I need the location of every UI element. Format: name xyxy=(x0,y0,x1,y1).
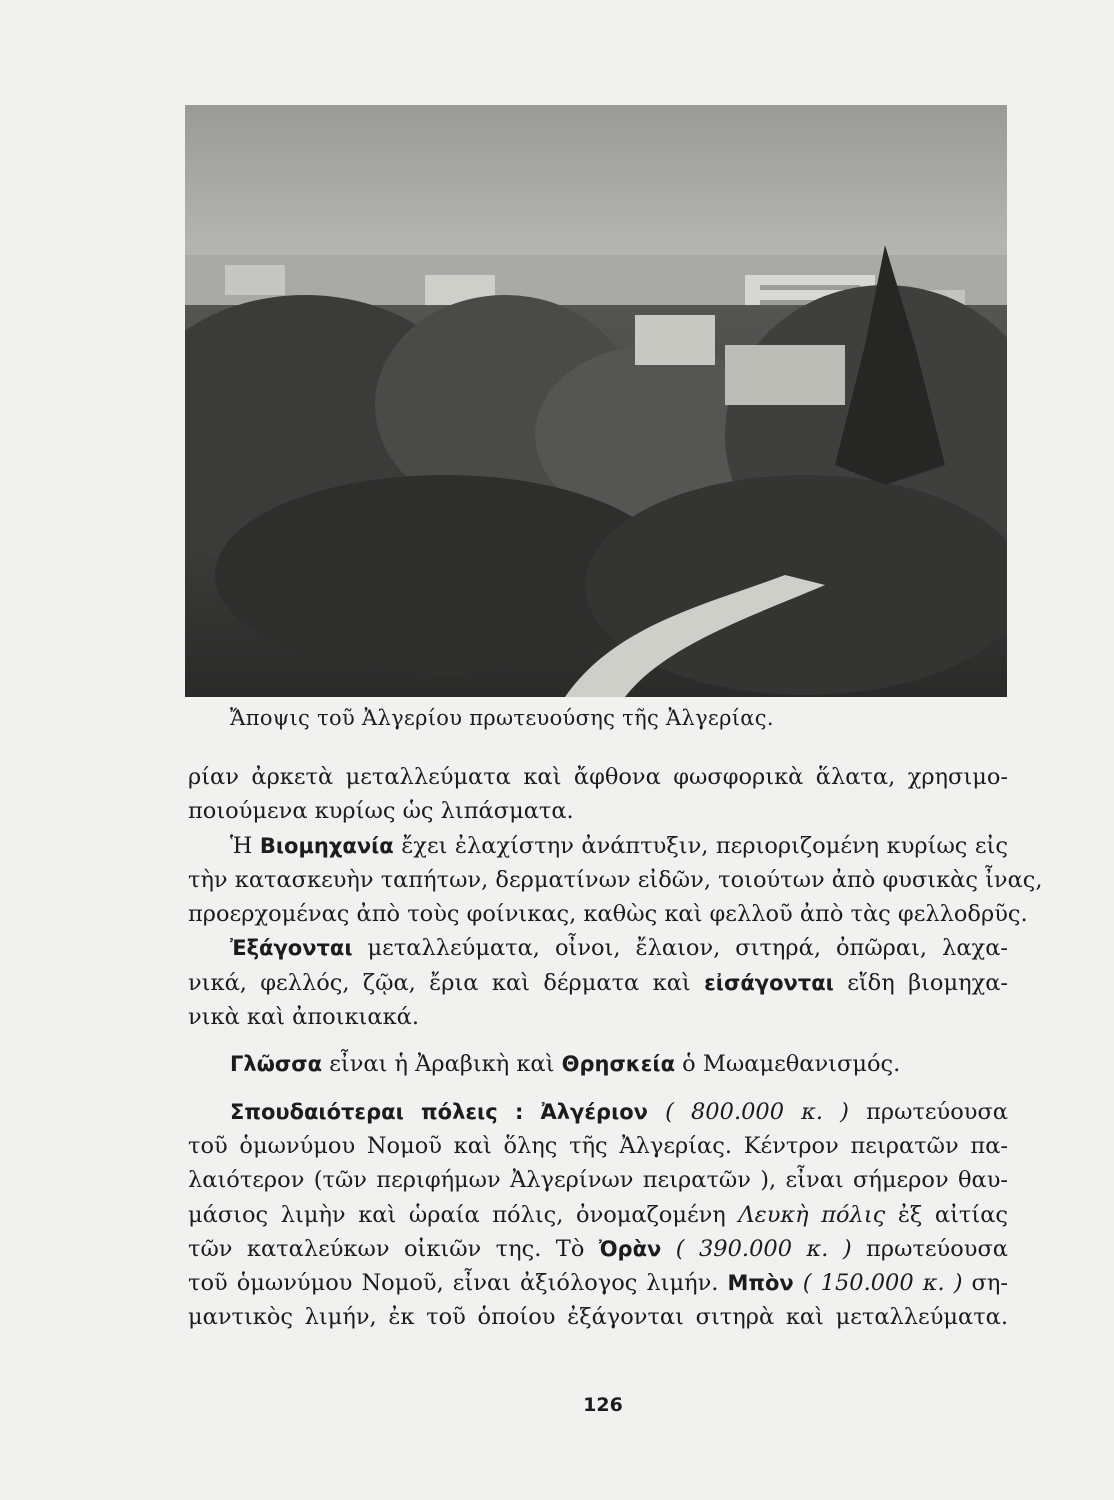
text-run: ὁ Μωαμεθανισμός. xyxy=(675,1051,901,1078)
text-run: ἐξ αἰτίας xyxy=(885,1201,1008,1228)
population-algiers: ( 800.000 κ. ) xyxy=(647,1098,867,1125)
text-line xyxy=(188,1198,1008,1232)
city-oran: Ὀρὰν xyxy=(598,1236,662,1261)
text-run: ση- xyxy=(971,1270,1008,1297)
population-bone: ( 150.000 κ. ) xyxy=(793,1270,972,1297)
text-run: ἔχει ἐλαχίστην ἀνάπτυξιν, περιοριζομένη κυρίως εἰς xyxy=(393,832,1008,859)
text-run: πρωτεύουσα xyxy=(866,1235,1008,1262)
city-view-photo xyxy=(185,105,1007,697)
text-run: Ἡ xyxy=(230,832,260,859)
term-language: Γλῶσσα xyxy=(230,1052,323,1077)
text-line xyxy=(188,1266,1008,1300)
text-line xyxy=(188,931,1008,965)
body-text xyxy=(188,760,1043,1335)
text-run: εἴδη βιομηχα- xyxy=(833,969,1008,996)
text-run: νικά, φελλός, ζῷα, ἔρια καὶ δέρματα καὶ xyxy=(188,969,705,996)
text-run: τοῦ ὁμωνύμου Νομοῦ, εἶναι ἀξιόλογος λιμήν. xyxy=(188,1270,728,1297)
text-line: ποιούμενα κυρίως ὡς λιπάσματα. xyxy=(188,798,574,825)
text-run: μεταλλεύματα, οἶνοι, ἔλαιον, σιτηρά, ὀπῶραι, λαχα- xyxy=(352,935,1008,962)
text-line xyxy=(188,829,1008,863)
nickname-white-city: Λευκὴ πόλις xyxy=(738,1201,886,1228)
page-number: 126 xyxy=(583,1394,623,1416)
text-line: προερχομένας ἀπὸ τοὺς φοίνικας, καθὼς καὶ φελλοῦ ἀπὸ τὰς φελλοδρῦς. xyxy=(188,901,1028,928)
text-run: τῶν καταλεύκων οἰκιῶν της. Τὸ xyxy=(188,1235,599,1262)
term-exports: Ἐξάγονται xyxy=(230,936,353,961)
text-line xyxy=(188,1095,1008,1129)
text-line xyxy=(188,1232,1008,1266)
term-industry: Βιομηχανία xyxy=(259,833,394,858)
text-run: μάσιος λιμὴν καὶ ὡραία πόλις, ὀνομαζομένη xyxy=(188,1201,739,1228)
city-bone: Μπὸν xyxy=(727,1271,794,1296)
population-oran: ( 390.000 κ. ) xyxy=(661,1235,867,1262)
text-line: τοῦ ὁμωνύμου Νομοῦ καὶ ὅλης τῆς Ἀλγερίας. Κέντρον πειρατῶν πα- xyxy=(188,1132,1008,1159)
text-line: νικὰ καὶ ἀποικιακά. xyxy=(188,1004,419,1031)
text-run: πρωτεύουσα xyxy=(866,1098,1008,1125)
photo-illustration xyxy=(185,105,1007,697)
text-line xyxy=(188,966,1008,1000)
text-line: ρίαν ἀρκετὰ μεταλλεύματα καὶ ἄφθονα φωσφορικὰ ἅλατα, χρησιμο- xyxy=(188,764,1008,790)
term-major-cities: Σπουδαιότεραι πόλεις : xyxy=(230,1099,524,1124)
text-line: λαιότερον (τῶν περιφήμων Ἀλγερίνων πειρατῶν ), εἶναι σήμερον θαυ- xyxy=(188,1167,1008,1194)
photo-caption: Ἄποψις τοῦ Ἀλγερίου πρωτευούσης τῆς Ἀλγερίας. xyxy=(230,706,774,730)
term-religion: Θρησκεία xyxy=(561,1052,676,1077)
text-run: εἶναι ἡ Ἀραβικὴ καὶ xyxy=(322,1051,562,1078)
city-algiers: Ἀλγέριον xyxy=(540,1099,648,1124)
text-run xyxy=(523,1099,540,1125)
text-line xyxy=(188,1047,1008,1081)
term-imports: εἰσάγονται xyxy=(704,970,834,995)
text-line: τὴν κατασκευὴν ταπήτων, δερματίνων εἰδῶν, τοιούτων ἀπὸ φυσικὰς ἶνας, xyxy=(188,866,1043,893)
text-line: μαντικὸς λιμήν, ἐκ τοῦ ὁποίου ἐξάγονται σιτηρὰ καὶ μεταλλεύματα. xyxy=(188,1304,1008,1331)
